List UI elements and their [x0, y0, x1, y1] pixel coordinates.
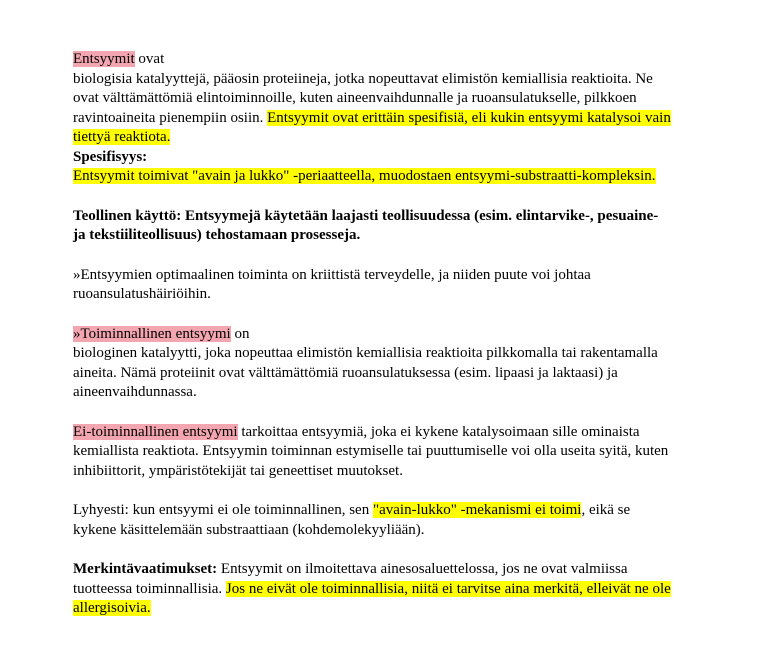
- highlighted-term: »Toiminnallinen entsyymi: [73, 325, 231, 342]
- paragraph-gap: [73, 540, 673, 560]
- paragraph-gap: [73, 187, 673, 207]
- paragraph-text: tarkoittaa entsyymiä, joka ei kykene katalysoimaan sille ominaista kemiallista reaktiota. Entsyymin toiminnan estymiselle tai puuttumiselle voi olla useita syitä, kuten inhibiittorit, ympäristötekijät tai geneettiset muutokset.: [73, 423, 669, 479]
- highlighted-sentence: Jos ne eivät ole toiminnallisia, niitä ei tarvitse aina merkitä, elleivät ne ole allergisoivia.: [73, 580, 671, 616]
- paragraph-optimaalinen-toiminta: »Entsyymien optimaalinen toiminta on kriittistä terveydelle, ja niiden puute voi johtaa ruoansulatushäiriöihin.: [73, 266, 591, 302]
- paragraph-gap: [73, 481, 673, 501]
- term-suffix: ovat: [134, 51, 165, 67]
- paragraph-gap: [73, 403, 673, 423]
- paragraph-spesifisyys: [73, 148, 673, 187]
- paragraph-toiminnallinen-entsyymi: [73, 325, 673, 403]
- paragraph-text: biologisia katalyyttejä, pääosin proteiineja, jotka nopeuttavat elimistön kemiallisia reaktioita. Ne ovat välttämättömiä elintoiminnoille, kuten aineenvaihdunnalle ja ruoansulatukselle, pilkkoen ravintoaineita pienempiin osiin.: [73, 70, 653, 126]
- paragraph-ei-toiminnallinen: [73, 423, 673, 482]
- highlighted-sentence: Entsyymit toimivat "avain ja lukko" -periaatteella, muodostaen entsyymi-substraatti-kompleksin.: [73, 168, 656, 184]
- highlighted-sentence: Entsyymit ovat erittäin spesifisiä, eli kukin entsyymi katalysoi vain tiettyä reaktiota.: [73, 109, 671, 145]
- paragraph-lyhyesti: [73, 501, 673, 540]
- highlighted-phrase: "avain-lukko" -mekanismi ei toimi: [372, 502, 582, 518]
- paragraph-entsyymit: [73, 50, 673, 148]
- highlighted-term: Entsyymit: [73, 51, 135, 67]
- term-suffix: on: [230, 325, 250, 342]
- document-body: [73, 50, 673, 619]
- paragraph-teollinen-kaytto: Teollinen käyttö: Entsyymejä käytetään laajasti teollisuudessa (esim. elintarvike-, pesuaine- ja tekstiiliteollisuus) tehostamaan prosesseja.: [73, 207, 659, 243]
- paragraph-text: , eikä se kykene käsittelemään substraattiaan (kohdemolekyyliään).: [73, 502, 631, 538]
- paragraph-gap: [73, 305, 673, 325]
- paragraph-merkintavaatimukset: [73, 560, 673, 619]
- paragraph-gap: [73, 246, 673, 266]
- paragraph-text: Entsyymit on ilmoitettava ainesosaluettelossa, jos ne ovat valmiissa tuotteessa toiminnallisia.: [73, 561, 628, 597]
- section-label: Spesifisyys:: [73, 148, 148, 165]
- section-label: Merkintävaatimukset:: [73, 561, 218, 577]
- paragraph-text: Lyhyesti: kun entsyymi ei ole toiminnallinen, sen: [73, 502, 373, 518]
- highlighted-term: Ei-toiminnallinen entsyymi: [73, 423, 238, 440]
- paragraph-text: biologinen katalyytti, joka nopeuttaa elimistön kemiallisia reaktioita pilkkomalla tai rakentamalla aineita. Nämä proteiinit ovat välttämättömiä ruoansulatuksessa (esim. lipaasi ja laktaasi) ja aineenvaihdunnassa.: [73, 345, 658, 400]
